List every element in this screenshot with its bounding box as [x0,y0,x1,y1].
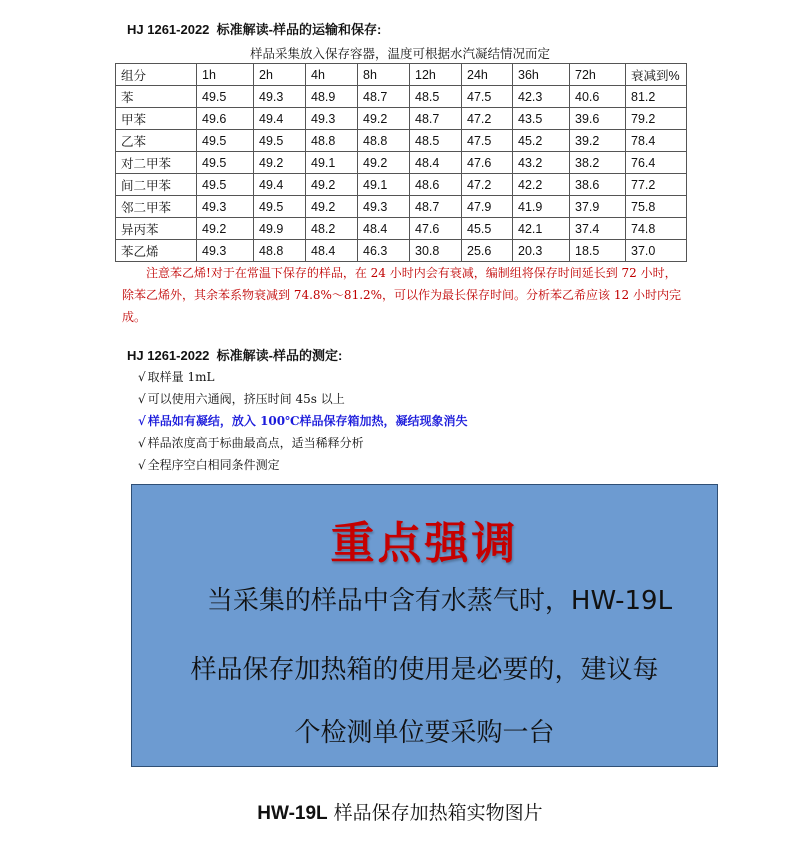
value-cell: 49.2 [197,218,254,240]
value-cell: 49.2 [306,174,358,196]
heading-code: HJ 1261-2022 [127,348,210,363]
value-cell: 74.8 [626,218,687,240]
emphasis-box [131,484,718,767]
emphasis-line-2: 样品保存加热箱的使用是必要的，建议每 [190,655,659,685]
value-cell: 49.3 [306,108,358,130]
value-cell: 45.2 [513,130,570,152]
table-row [116,196,687,218]
value-cell: 49.2 [254,152,306,174]
section2-heading [127,345,342,364]
table-row [116,218,687,240]
emphasis-line-3: 个检测单位要采购一台 [294,718,555,748]
value-cell: 49.2 [306,196,358,218]
value-cell: 48.4 [358,218,410,240]
value-cell: 47.6 [462,152,513,174]
column-header: 组分 [116,64,197,86]
value-cell: 47.5 [462,86,513,108]
value-cell: 41.9 [513,196,570,218]
compound-name-cell: 苯 [116,86,197,108]
column-header: 36h [513,64,570,86]
check-icon: √ [138,436,146,450]
checklist-item [138,366,468,388]
column-header: 4h [306,64,358,86]
heading-text: 标准解读-样品的运输和保存: [216,22,382,37]
value-cell: 42.1 [513,218,570,240]
caption-text: 样品保存加热箱实物图片 [327,802,543,824]
value-cell: 38.2 [570,152,626,174]
value-cell: 47.2 [462,174,513,196]
value-cell: 49.2 [358,152,410,174]
checklist-item-text: 样品浓度高于标曲最高点，适当稀释分析 [147,436,364,450]
value-cell: 43.5 [513,108,570,130]
value-cell: 49.5 [197,174,254,196]
compound-name-cell: 间二甲苯 [116,174,197,196]
value-cell: 39.2 [570,130,626,152]
value-cell: 37.0 [626,240,687,262]
column-header: 8h [358,64,410,86]
value-cell: 76.4 [626,152,687,174]
checklist-item-text: 全程序空白相同条件测定 [147,458,280,472]
value-cell: 48.8 [358,130,410,152]
table-row [116,152,687,174]
table-row [116,174,687,196]
decay-table [115,63,687,262]
value-cell: 48.5 [410,86,462,108]
value-cell: 48.4 [410,152,462,174]
value-cell: 49.5 [254,196,306,218]
value-cell: 18.5 [570,240,626,262]
checklist-item-text: 可以使用六通阀，挤压时间 45s 以上 [147,392,345,406]
value-cell: 42.3 [513,86,570,108]
value-cell: 49.6 [197,108,254,130]
value-cell: 30.8 [410,240,462,262]
value-cell: 49.3 [254,86,306,108]
value-cell: 49.5 [197,130,254,152]
checklist-item [138,388,468,410]
value-cell: 37.4 [570,218,626,240]
column-header: 12h [410,64,462,86]
checklist-item-highlighted [138,410,468,432]
value-cell: 49.3 [358,196,410,218]
value-cell: 49.5 [197,152,254,174]
compound-name-cell: 苯乙烯 [116,240,197,262]
value-cell: 45.5 [462,218,513,240]
value-cell: 43.2 [513,152,570,174]
value-cell: 48.8 [306,130,358,152]
value-cell: 75.8 [626,196,687,218]
value-cell: 77.2 [626,174,687,196]
value-cell: 48.6 [410,174,462,196]
value-cell: 38.6 [570,174,626,196]
compound-name-cell: 甲苯 [116,108,197,130]
checklist-item-text: 样品如有凝结，放入 100℃样品保存箱加热，凝结现象消失 [147,414,468,428]
styrene-note: 注意苯乙烯!对于在常温下保存的样品，在 24 小时内会有衰减，编制组将保存时间延长到 72 小时，除苯乙烯外，其余苯系物衰减到 74.8%～81.2%，可以作为最长保存时间。分析苯乙希应该 12 小时内完成。 [122,266,681,324]
table-row [116,130,687,152]
check-icon: √ [138,370,146,384]
value-cell: 48.8 [254,240,306,262]
value-cell: 49.4 [254,174,306,196]
table-row [116,86,687,108]
value-cell: 20.3 [513,240,570,262]
table-body [116,86,687,262]
value-cell: 79.2 [626,108,687,130]
value-cell: 48.7 [410,196,462,218]
value-cell: 48.9 [306,86,358,108]
value-cell: 47.5 [462,130,513,152]
column-header: 72h [570,64,626,86]
table-row [116,240,687,262]
heading-code: HJ 1261-2022 [127,22,210,37]
value-cell: 78.4 [626,130,687,152]
checklist-item-text: 取样量 1mL [147,370,215,384]
value-cell: 46.3 [358,240,410,262]
value-cell: 48.4 [306,240,358,262]
value-cell: 47.2 [462,108,513,130]
value-cell: 49.5 [254,130,306,152]
value-cell: 48.5 [410,130,462,152]
column-header: 1h [197,64,254,86]
value-cell: 49.5 [197,86,254,108]
value-cell: 48.7 [410,108,462,130]
table-header-row [116,64,687,86]
value-cell: 42.2 [513,174,570,196]
table-subtitle: 样品采集放入保存容器，温度可根据水汽凝结情况而定 [249,46,550,61]
value-cell: 39.6 [570,108,626,130]
compound-name-cell: 邻二甲苯 [116,196,197,218]
value-cell: 37.9 [570,196,626,218]
value-cell: 81.2 [626,86,687,108]
table-row [116,108,687,130]
value-cell: 47.9 [462,196,513,218]
check-icon: √ [138,414,146,428]
compound-name-cell: 异丙苯 [116,218,197,240]
value-cell: 49.1 [306,152,358,174]
heading-text: 标准解读-样品的测定: [216,348,343,363]
value-cell: 49.2 [358,108,410,130]
check-icon: √ [138,392,146,406]
value-cell: 49.9 [254,218,306,240]
checklist-item [138,454,468,476]
measurement-checklist [138,366,468,476]
value-cell: 49.3 [197,196,254,218]
value-cell: 40.6 [570,86,626,108]
check-icon: √ [138,458,146,472]
section1-heading [127,19,381,38]
image-caption [0,798,800,825]
value-cell: 49.1 [358,174,410,196]
value-cell: 25.6 [462,240,513,262]
caption-model: HW-19L [257,803,328,824]
compound-name-cell: 对二甲苯 [116,152,197,174]
value-cell: 47.6 [410,218,462,240]
emphasis-line-1: 当采集的样品中含有水蒸气时，HW-19L [206,586,673,616]
emphasis-title: 重点强调 [330,518,519,569]
value-cell: 49.4 [254,108,306,130]
value-cell: 48.7 [358,86,410,108]
checklist-item [138,432,468,454]
column-header: 衰减到% [626,64,687,86]
compound-name-cell: 乙苯 [116,130,197,152]
column-header: 2h [254,64,306,86]
value-cell: 48.2 [306,218,358,240]
value-cell: 49.3 [197,240,254,262]
column-header: 24h [462,64,513,86]
